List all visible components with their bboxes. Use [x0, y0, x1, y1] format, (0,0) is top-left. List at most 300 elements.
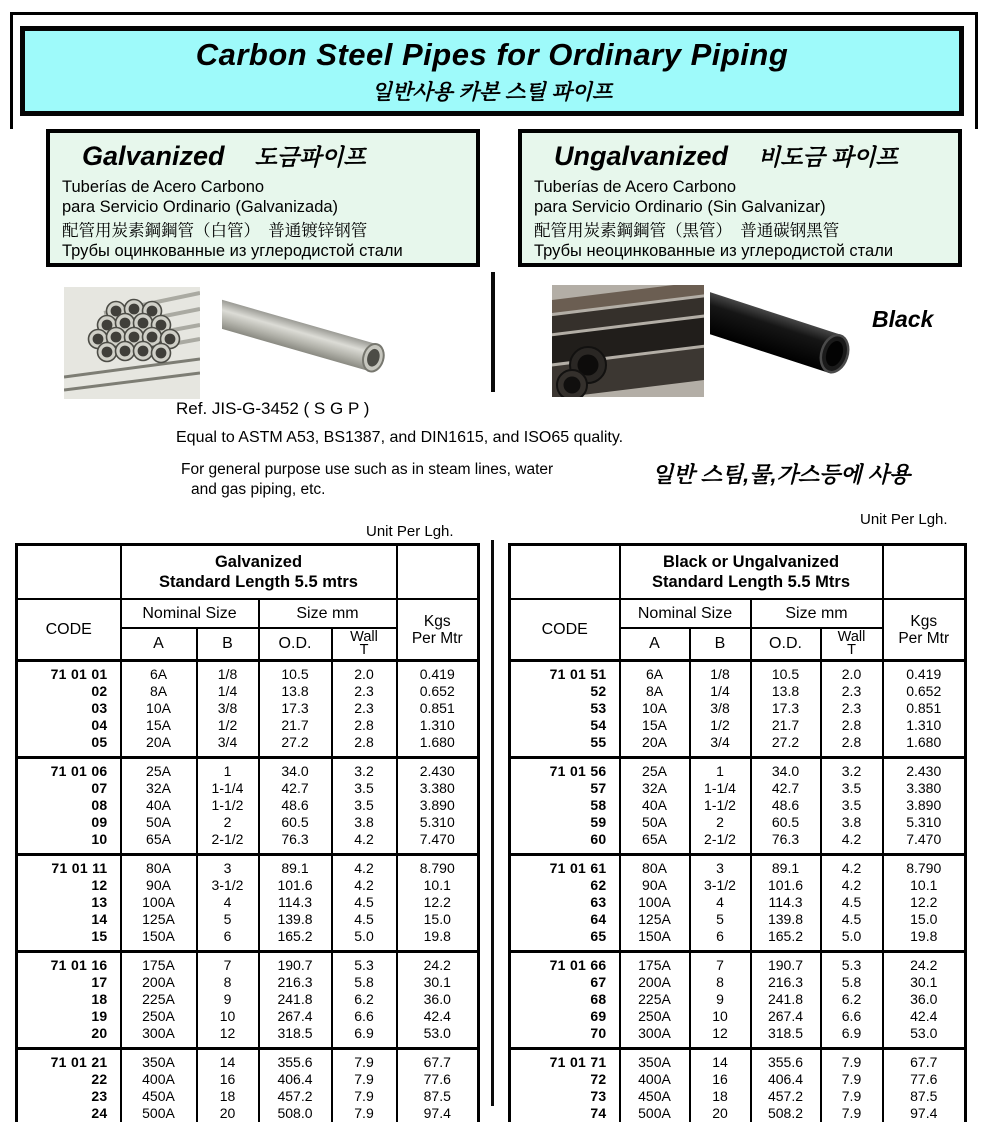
table-row	[510, 780, 966, 797]
cell-b: 10	[197, 1008, 259, 1025]
cell-b: 3/8	[690, 700, 751, 717]
galvanized-pipes-bundle-photo	[64, 287, 200, 399]
cell-a: 450A	[121, 1088, 197, 1105]
page-title: Carbon Steel Pipes for Ordinary Piping	[195, 36, 789, 72]
cell-kgs: 36.0	[883, 991, 966, 1008]
cell-code: 14	[17, 911, 121, 928]
cell-kgs: 36.0	[397, 991, 479, 1008]
table-row	[17, 928, 479, 952]
cell-od: 60.5	[751, 814, 821, 831]
cell-a: 20A	[121, 734, 197, 758]
table-title-line-2: Standard Length 5.5 Mtrs	[651, 573, 851, 591]
cell-wall: 3.5	[821, 797, 883, 814]
cell-kgs: 67.7	[883, 1049, 966, 1072]
cell-od: 318.5	[751, 1025, 821, 1049]
cell-code: 07	[17, 780, 121, 797]
ref-standard: Ref. JIS-G-3452 ( S G P )	[176, 399, 370, 418]
cell-a: 8A	[121, 683, 197, 700]
cell-kgs: 67.7	[397, 1049, 479, 1072]
cell-a: 10A	[121, 700, 197, 717]
table-row	[17, 661, 479, 684]
table-row	[510, 991, 966, 1008]
cell-od: 139.8	[259, 911, 332, 928]
cell-kgs: 53.0	[883, 1025, 966, 1049]
table-row	[510, 1105, 966, 1122]
galvanized-pipe-photo	[222, 289, 394, 389]
cell-wall: 4.2	[332, 877, 397, 894]
cell-code: 02	[17, 683, 121, 700]
cell-code: 24	[17, 1105, 121, 1122]
table-row	[17, 797, 479, 814]
cell-a: 400A	[620, 1071, 690, 1088]
cell-od: 267.4	[751, 1008, 821, 1025]
cell-wall: 4.2	[332, 855, 397, 878]
cell-a: 80A	[121, 855, 197, 878]
cell-kgs: 42.4	[397, 1008, 479, 1025]
cell-wall: 5.0	[332, 928, 397, 952]
cell-a: 100A	[620, 894, 690, 911]
cell-kgs: 3.890	[397, 797, 479, 814]
cell-od: 101.6	[751, 877, 821, 894]
cell-a: 10A	[620, 700, 690, 717]
cell-a: 50A	[620, 814, 690, 831]
table-row-group	[17, 758, 479, 855]
table-row	[510, 797, 966, 814]
cell-b: 8	[690, 974, 751, 991]
cell-b: 3	[690, 855, 751, 878]
cell-code: 63	[510, 894, 620, 911]
cell-a: 250A	[121, 1008, 197, 1025]
cell-b: 20	[690, 1105, 751, 1122]
cell-code: 57	[510, 780, 620, 797]
cell-wall: 6.9	[821, 1025, 883, 1049]
cell-od: 457.2	[259, 1088, 332, 1105]
table-row	[510, 952, 966, 975]
ungalvanized-spanish-line-1: Tuberías de Acero Carbono	[534, 178, 737, 196]
cell-od: 76.3	[751, 831, 821, 855]
cell-od: 241.8	[259, 991, 332, 1008]
cell-od: 89.1	[751, 855, 821, 878]
cell-wall: 3.2	[821, 758, 883, 781]
cell-b: 9	[690, 991, 751, 1008]
cell-od: 48.6	[259, 797, 332, 814]
cell-wall: 4.5	[821, 894, 883, 911]
empty-cell	[883, 545, 966, 600]
table-row	[510, 1049, 966, 1072]
table-row-group	[510, 758, 966, 855]
table-header-row	[510, 599, 966, 628]
column-od-header: O.D.	[259, 628, 332, 661]
cell-wall: 6.2	[821, 991, 883, 1008]
cell-b: 1/4	[690, 683, 751, 700]
cell-od: 216.3	[751, 974, 821, 991]
nominal-size-header: Nominal Size	[121, 599, 259, 628]
cell-code: 23	[17, 1088, 121, 1105]
cell-b: 1	[197, 758, 259, 781]
cell-kgs: 24.2	[397, 952, 479, 975]
cell-kgs: 8.790	[397, 855, 479, 878]
cell-od: 406.4	[751, 1071, 821, 1088]
cell-kgs: 7.470	[883, 831, 966, 855]
cell-code: 20	[17, 1025, 121, 1049]
table-row	[17, 734, 479, 758]
galvanized-spanish-line-2: para Servicio Ordinario (Galvanizada)	[62, 198, 339, 216]
cell-a: 50A	[121, 814, 197, 831]
cell-a: 40A	[121, 797, 197, 814]
cell-b: 3	[197, 855, 259, 878]
cell-od: 10.5	[259, 661, 332, 684]
table-row	[510, 661, 966, 684]
cell-wall: 2.8	[332, 717, 397, 734]
cell-a: 300A	[121, 1025, 197, 1049]
cell-code: 08	[17, 797, 121, 814]
cell-od: 21.7	[751, 717, 821, 734]
table-row	[510, 894, 966, 911]
cell-wall: 7.9	[821, 1071, 883, 1088]
cell-a: 25A	[121, 758, 197, 781]
cell-b: 8	[197, 974, 259, 991]
cell-wall: 7.9	[821, 1049, 883, 1072]
cell-wall: 7.9	[821, 1088, 883, 1105]
cell-code: 71 01 66	[510, 952, 620, 975]
cell-kgs: 1.680	[883, 734, 966, 758]
table-row	[510, 814, 966, 831]
cell-kgs: 3.890	[883, 797, 966, 814]
cell-code: 10	[17, 831, 121, 855]
cell-od: 21.7	[259, 717, 332, 734]
table-row	[510, 700, 966, 717]
cell-kgs: 87.5	[397, 1088, 479, 1105]
cell-wall: 7.9	[332, 1071, 397, 1088]
cell-kgs: 53.0	[397, 1025, 479, 1049]
cell-wall: 2.0	[821, 661, 883, 684]
table-title-cell	[121, 545, 397, 600]
code-column-header: CODE	[17, 599, 121, 661]
cell-wall: 4.2	[332, 831, 397, 855]
cell-code: 71 01 71	[510, 1049, 620, 1072]
cell-wall: 3.5	[821, 780, 883, 797]
cell-code: 67	[510, 974, 620, 991]
cell-wall: 4.5	[332, 911, 397, 928]
cell-a: 500A	[121, 1105, 197, 1122]
cell-od: 34.0	[259, 758, 332, 781]
table-row	[17, 758, 479, 781]
table-row	[17, 894, 479, 911]
cell-kgs: 30.1	[883, 974, 966, 991]
cell-b: 1-1/4	[690, 780, 751, 797]
cell-od: 27.2	[259, 734, 332, 758]
cell-kgs: 3.380	[397, 780, 479, 797]
cell-code: 68	[510, 991, 620, 1008]
table-row	[17, 1025, 479, 1049]
cell-a: 15A	[121, 717, 197, 734]
cell-b: 1	[690, 758, 751, 781]
cell-wall: 4.5	[332, 894, 397, 911]
cell-od: 114.3	[751, 894, 821, 911]
cell-kgs: 1.680	[397, 734, 479, 758]
ungalvanized-title-en: Ungalvanized	[554, 141, 729, 171]
table-row	[17, 814, 479, 831]
cell-a: 150A	[121, 928, 197, 952]
cell-wall: 7.9	[821, 1105, 883, 1122]
cell-b: 2-1/2	[197, 831, 259, 855]
cell-wall: 2.8	[332, 734, 397, 758]
column-wall-header: Wall T	[332, 628, 397, 661]
cell-b: 12	[197, 1025, 259, 1049]
cell-code: 58	[510, 797, 620, 814]
table-row	[510, 1088, 966, 1105]
cell-wall: 3.5	[332, 797, 397, 814]
cell-code: 64	[510, 911, 620, 928]
cell-wall: 5.8	[332, 974, 397, 991]
cell-b: 1/8	[690, 661, 751, 684]
table-row-group	[17, 952, 479, 1049]
cell-wall: 7.9	[332, 1105, 397, 1122]
cell-b: 1/8	[197, 661, 259, 684]
table-title-line-1: Black or Ungalvanized	[662, 553, 840, 571]
table-row	[510, 1071, 966, 1088]
cell-a: 90A	[620, 877, 690, 894]
table-row	[17, 700, 479, 717]
cell-b: 14	[197, 1049, 259, 1072]
table-section-divider	[491, 540, 494, 1106]
cell-kgs: 30.1	[397, 974, 479, 991]
table-title-line-2: Standard Length 5.5 mtrs	[159, 573, 358, 591]
table-title-row	[17, 545, 479, 600]
table-title-line-1: Galvanized	[214, 553, 303, 571]
cell-a: 25A	[620, 758, 690, 781]
cell-kgs: 97.4	[397, 1105, 479, 1122]
cell-b: 5	[197, 911, 259, 928]
cell-code: 60	[510, 831, 620, 855]
cell-kgs: 12.2	[883, 894, 966, 911]
cell-wall: 2.3	[821, 700, 883, 717]
ungalvanized-spanish-line-2: para Servicio Ordinario (Sin Galvanizar)	[534, 198, 826, 216]
cell-b: 6	[197, 928, 259, 952]
cell-kgs: 97.4	[883, 1105, 966, 1122]
cell-a: 250A	[620, 1008, 690, 1025]
cell-kgs: 10.1	[883, 877, 966, 894]
column-b-header: B	[197, 628, 259, 661]
column-wall-header: Wall T	[821, 628, 883, 661]
cell-a: 225A	[121, 991, 197, 1008]
cell-a: 175A	[121, 952, 197, 975]
cell-code: 71 01 61	[510, 855, 620, 878]
black-ungalvanized-table	[508, 543, 967, 1122]
cell-code: 72	[510, 1071, 620, 1088]
cell-a: 80A	[620, 855, 690, 878]
cell-a: 6A	[620, 661, 690, 684]
table-row-group	[510, 952, 966, 1049]
cell-a: 8A	[620, 683, 690, 700]
cell-code: 65	[510, 928, 620, 952]
table-row	[510, 877, 966, 894]
cell-od: 355.6	[751, 1049, 821, 1072]
cell-kgs: 19.8	[397, 928, 479, 952]
cell-kgs: 87.5	[883, 1088, 966, 1105]
cell-od: 48.6	[751, 797, 821, 814]
table-row	[17, 717, 479, 734]
cell-a: 150A	[620, 928, 690, 952]
cell-wall: 4.2	[821, 855, 883, 878]
cell-od: 508.0	[259, 1105, 332, 1122]
cell-b: 1-1/4	[197, 780, 259, 797]
cell-b: 18	[690, 1088, 751, 1105]
cell-kgs: 10.1	[397, 877, 479, 894]
ref-usage-korean: 일반 스팀,물,가스등에 사용	[652, 462, 911, 487]
cell-a: 32A	[121, 780, 197, 797]
cell-od: 13.8	[259, 683, 332, 700]
cell-kgs: 19.8	[883, 928, 966, 952]
cell-wall: 2.3	[821, 683, 883, 700]
cell-wall: 5.3	[332, 952, 397, 975]
cell-b: 16	[690, 1071, 751, 1088]
cell-b: 1/2	[690, 717, 751, 734]
table-row	[510, 683, 966, 700]
cell-kgs: 1.310	[397, 717, 479, 734]
cell-b: 2-1/2	[690, 831, 751, 855]
cell-od: 190.7	[751, 952, 821, 975]
cell-a: 500A	[620, 1105, 690, 1122]
black-pipe-photo	[710, 284, 850, 390]
table-row	[17, 831, 479, 855]
cell-a: 90A	[121, 877, 197, 894]
cell-b: 3/8	[197, 700, 259, 717]
empty-cell	[397, 545, 479, 600]
table-row	[17, 1088, 479, 1105]
cell-kgs: 5.310	[397, 814, 479, 831]
cell-code: 17	[17, 974, 121, 991]
cell-a: 200A	[121, 974, 197, 991]
table-row	[17, 1049, 479, 1072]
cell-code: 52	[510, 683, 620, 700]
cell-od: 318.5	[259, 1025, 332, 1049]
cell-a: 6A	[121, 661, 197, 684]
cell-code: 71 01 06	[17, 758, 121, 781]
cell-code: 71 01 51	[510, 661, 620, 684]
cell-code: 09	[17, 814, 121, 831]
table-row-group	[510, 855, 966, 952]
table-row	[17, 974, 479, 991]
cell-code: 19	[17, 1008, 121, 1025]
cell-a: 32A	[620, 780, 690, 797]
table-row	[510, 1025, 966, 1049]
cell-wall: 7.9	[332, 1049, 397, 1072]
cell-b: 1-1/2	[197, 797, 259, 814]
cell-code: 70	[510, 1025, 620, 1049]
table-row	[17, 877, 479, 894]
cell-od: 241.8	[751, 991, 821, 1008]
cell-od: 355.6	[259, 1049, 332, 1072]
table-title-row	[510, 545, 966, 600]
cell-wall: 6.9	[332, 1025, 397, 1049]
table-row	[510, 1008, 966, 1025]
cell-wall: 5.0	[821, 928, 883, 952]
cell-a: 200A	[620, 974, 690, 991]
cell-b: 6	[690, 928, 751, 952]
cell-od: 34.0	[751, 758, 821, 781]
cell-code: 04	[17, 717, 121, 734]
cell-b: 7	[197, 952, 259, 975]
cell-wall: 3.2	[332, 758, 397, 781]
cell-code: 71 01 16	[17, 952, 121, 975]
cell-kgs: 77.6	[397, 1071, 479, 1088]
black-pipe-label: Black	[872, 306, 934, 332]
table-row	[17, 991, 479, 1008]
cell-a: 400A	[121, 1071, 197, 1088]
cell-kgs: 0.419	[883, 661, 966, 684]
empty-cell	[510, 545, 620, 600]
cell-a: 175A	[620, 952, 690, 975]
cell-od: 267.4	[259, 1008, 332, 1025]
table-row	[17, 1071, 479, 1088]
cell-wall: 2.8	[821, 717, 883, 734]
table-row-group	[510, 1049, 966, 1122]
cell-kgs: 77.6	[883, 1071, 966, 1088]
cell-b: 7	[690, 952, 751, 975]
empty-cell	[17, 545, 121, 600]
cell-kgs: 5.310	[883, 814, 966, 831]
cell-kgs: 2.430	[397, 758, 479, 781]
cell-a: 450A	[620, 1088, 690, 1105]
unit-per-length-label-left: Unit Per Lgh.	[366, 523, 454, 540]
cell-code: 13	[17, 894, 121, 911]
table-row	[510, 734, 966, 758]
black-pipes-bundle-photo	[552, 285, 704, 397]
ref-purpose-line-2: and gas piping, etc.	[191, 481, 326, 498]
cell-code: 71 01 01	[17, 661, 121, 684]
cell-wall: 2.8	[821, 734, 883, 758]
cell-od: 165.2	[259, 928, 332, 952]
table-row-group	[17, 661, 479, 758]
table-row	[17, 1008, 479, 1025]
kgs-per-mtr-header: Kgs Per Mtr	[883, 599, 966, 661]
cell-a: 15A	[620, 717, 690, 734]
cell-code: 71 01 11	[17, 855, 121, 878]
cell-b: 3-1/2	[690, 877, 751, 894]
cell-b: 2	[690, 814, 751, 831]
cell-kgs: 3.380	[883, 780, 966, 797]
cell-od: 42.7	[751, 780, 821, 797]
size-mm-header: Size mm	[751, 599, 883, 628]
cell-code: 54	[510, 717, 620, 734]
cell-wall: 6.6	[332, 1008, 397, 1025]
cell-od: 76.3	[259, 831, 332, 855]
cell-kgs: 0.419	[397, 661, 479, 684]
cell-od: 457.2	[751, 1088, 821, 1105]
galvanized-title-en: Galvanized	[82, 141, 225, 171]
size-mm-header: Size mm	[259, 599, 397, 628]
cell-b: 1/2	[197, 717, 259, 734]
ungalvanized-box-title	[534, 139, 946, 172]
cell-od: 508.2	[751, 1105, 821, 1122]
table-row	[17, 683, 479, 700]
ungalvanized-russian-line: Трубы неоцинкованные из углеродистой стали	[534, 242, 894, 260]
cell-b: 20	[197, 1105, 259, 1122]
table-row-group	[510, 661, 966, 758]
column-od-header: O.D.	[751, 628, 821, 661]
cell-code: 12	[17, 877, 121, 894]
cell-wall: 4.5	[821, 911, 883, 928]
cell-a: 40A	[620, 797, 690, 814]
cell-od: 89.1	[259, 855, 332, 878]
table-row	[17, 780, 479, 797]
cell-od: 10.5	[751, 661, 821, 684]
cell-kgs: 42.4	[883, 1008, 966, 1025]
table-row	[510, 758, 966, 781]
cell-code: 53	[510, 700, 620, 717]
cell-a: 125A	[620, 911, 690, 928]
